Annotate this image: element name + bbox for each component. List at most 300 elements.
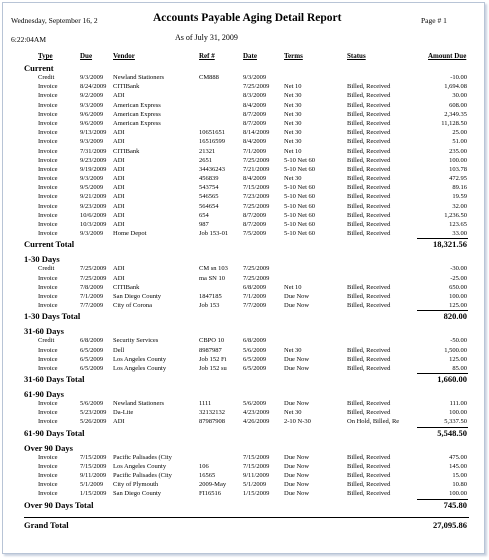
cell-ref: 456839 (199, 175, 219, 183)
table-row (3, 274, 485, 283)
cell-ref: CM sn 103 (199, 265, 228, 273)
cell-amount: 25.00 (452, 129, 467, 137)
cell-vendor: ADI (113, 211, 125, 219)
cell-vendor: ADI (113, 265, 125, 273)
table-row (3, 355, 485, 364)
cell-date: 7/7/2009 (243, 302, 267, 310)
cell-type: Invoice (38, 462, 58, 470)
cell-type: Invoice (38, 175, 58, 183)
cell-type: Invoice (38, 147, 58, 155)
cell-vendor: American Express (113, 110, 161, 118)
cell-amount: -50.00 (450, 337, 467, 345)
col-amount-due: Amount Due (428, 52, 467, 60)
table-row (3, 82, 485, 91)
cell-vendor: ADI (113, 156, 125, 164)
cell-terms: Net 30 (284, 138, 302, 146)
col-due: Due (80, 52, 93, 60)
cell-ref: Job 153 (199, 302, 220, 310)
cell-due: 10/3/2009 (80, 221, 107, 228)
cell-date: 5/1/2009 (243, 481, 267, 489)
cell-amount: 11,128.50 (441, 119, 467, 127)
cell-vendor: ADI (113, 165, 125, 173)
cell-terms: Net 30 (284, 409, 302, 417)
section-total-row (3, 427, 485, 439)
cell-date: 8/7/2009 (243, 110, 267, 118)
cell-date: 8/3/2009 (243, 92, 267, 100)
cell-status: Billed, Received (347, 202, 391, 210)
cell-due: 6/5/2009 (80, 364, 104, 372)
cell-amount: 2,349.35 (444, 110, 467, 118)
cell-date: 8/14/2009 (243, 129, 270, 137)
report-as-of: As of July 31, 2009 (175, 33, 238, 42)
cell-amount: 1,236.50 (444, 211, 467, 219)
cell-type: Invoice (38, 101, 58, 109)
table-row (3, 156, 485, 165)
cell-ref: Job 153-01 (199, 230, 229, 238)
cell-date: 7/25/2009 (243, 156, 270, 164)
cell-date: 8/7/2009 (243, 221, 267, 228)
col-type: Type (38, 52, 53, 60)
cell-vendor: Los Angeles County (113, 364, 167, 372)
cell-due: 9/3/2009 (80, 138, 104, 146)
cell-due: 7/25/2009 (80, 265, 107, 273)
cell-due: 9/21/2009 (80, 193, 107, 201)
cell-date: 6/5/2009 (243, 355, 267, 363)
cell-vendor: Newland Stationers (113, 74, 165, 81)
cell-type: Invoice (38, 400, 58, 408)
section-total-value: 745.80 (443, 499, 467, 510)
table-row (3, 264, 485, 273)
cell-due: 1/15/2009 (80, 490, 107, 498)
report-body (3, 63, 485, 531)
cell-date: 7/1/2009 (243, 292, 267, 300)
cell-ref: 564654 (199, 202, 219, 210)
cell-status: On Hold, Billed, Re (347, 418, 400, 426)
cell-date: 9/11/2009 (243, 472, 270, 479)
cell-type: Invoice (38, 230, 58, 238)
cell-type: Invoice (38, 138, 58, 146)
cell-status: Billed, Received (347, 230, 391, 238)
table-row (3, 301, 485, 310)
cell-due: 5/1/2009 (80, 481, 104, 489)
cell-due: 6/5/2009 (80, 346, 104, 354)
cell-due: 9/13/2009 (80, 129, 107, 137)
cell-type: Invoice (38, 283, 58, 291)
cell-vendor: San Diego County (113, 490, 162, 498)
cell-due: 5/23/2009 (80, 409, 107, 417)
cell-vendor: CITIBank (113, 283, 140, 291)
cell-status: Billed, Received (347, 400, 391, 408)
table-row (3, 453, 485, 462)
cell-vendor: City of Plymouth (113, 481, 159, 489)
cell-date: 7/15/2009 (243, 184, 270, 192)
cell-ref: Job 152 Fi (199, 355, 227, 363)
table-row (3, 417, 485, 426)
cell-terms: Net 30 (284, 101, 302, 109)
cell-vendor: CITIBank (113, 147, 140, 155)
cell-terms: Net 30 (284, 119, 302, 127)
cell-due: 8/24/2009 (80, 83, 107, 91)
table-row (3, 229, 485, 238)
cell-due: 7/15/2009 (80, 453, 107, 461)
cell-terms: Net 30 (284, 92, 302, 100)
cell-date: 7/1/2009 (243, 147, 267, 155)
cell-type: Invoice (38, 221, 58, 228)
section-heading-label: 31-60 Days (24, 326, 64, 337)
col-status: Status (347, 52, 366, 60)
cell-terms: Net 10 (284, 283, 302, 291)
cell-terms: Due Now (284, 453, 310, 461)
cell-date: 7/5/2009 (243, 230, 267, 238)
table-row (3, 110, 485, 119)
cell-amount: 51.00 (452, 138, 467, 146)
cell-vendor: ADI (113, 92, 125, 100)
table-row (3, 101, 485, 110)
section-total-row (3, 373, 485, 385)
table-row (3, 174, 485, 183)
cell-date: 7/23/2009 (243, 193, 270, 201)
section-heading-label: Current (24, 63, 54, 73)
section-heading-label: 61-90 Days (24, 389, 64, 400)
cell-status: Billed, Received (347, 346, 391, 354)
section-total-value: 5,548.50 (437, 427, 467, 438)
table-row (3, 346, 485, 355)
cell-amount: 1,694.08 (444, 83, 467, 91)
cell-status: Billed, Received (347, 472, 391, 479)
cell-ref: CM888 (199, 74, 219, 81)
cell-vendor: ADI (113, 418, 125, 426)
cell-type: Invoice (38, 292, 58, 300)
cell-ref: 2651 (199, 156, 212, 164)
col-ref: Ref # (199, 52, 215, 60)
cell-date: 8/4/2009 (243, 101, 267, 109)
cell-status: Billed, Received (347, 409, 391, 417)
cell-type: Invoice (38, 193, 58, 201)
grand-total-label: Grand Total (24, 519, 69, 530)
table-row (3, 336, 485, 345)
cell-status: Billed, Received (347, 283, 391, 291)
cell-ref: 2009-May (199, 481, 227, 489)
cell-amount: 100.00 (449, 156, 467, 164)
cell-amount: 608.00 (449, 101, 467, 109)
section-total-value: 820.00 (443, 311, 467, 322)
cell-vendor: Home Depot (113, 230, 147, 238)
cell-ref: FI16516 (199, 490, 222, 498)
cell-vendor: ADI (113, 193, 125, 201)
cell-terms: Due Now (284, 355, 310, 363)
cell-due: 9/3/2009 (80, 74, 104, 81)
cell-vendor: City of Corona (113, 302, 152, 310)
cell-type: Invoice (38, 156, 58, 164)
cell-status: Billed, Received (347, 92, 391, 100)
cell-due: 9/11/2009 (80, 472, 107, 479)
cell-due: 9/2/2009 (80, 92, 104, 100)
cell-due: 7/7/2009 (80, 302, 104, 310)
cell-amount: 235.00 (449, 147, 467, 155)
cell-status: Billed, Received (347, 302, 391, 310)
cell-status: Billed, Received (347, 292, 391, 300)
cell-date: 8/7/2009 (243, 119, 267, 127)
cell-ref: 8987987 (199, 346, 222, 354)
cell-amount: 472.95 (449, 175, 467, 183)
grand-total-row (3, 517, 485, 531)
cell-terms: Net 30 (284, 175, 302, 183)
cell-status: Billed, Received (347, 221, 391, 228)
cell-terms: 5-10 Net 60 (284, 202, 316, 210)
cell-date: 4/26/2009 (243, 418, 270, 426)
cell-due: 9/3/2009 (80, 230, 104, 238)
cell-type: Invoice (38, 184, 58, 192)
grand-total-value: 27,095.86 (433, 519, 467, 530)
cell-vendor: ADI (113, 184, 125, 192)
cell-amount: 123.65 (449, 221, 467, 228)
cell-ref: 21321 (199, 147, 216, 155)
cell-status: Billed, Received (347, 355, 391, 363)
cell-amount: 475.00 (449, 453, 467, 461)
cell-type: Invoice (38, 92, 58, 100)
table-row (3, 489, 485, 498)
cell-terms: Due Now (284, 472, 310, 479)
table-row (3, 202, 485, 211)
cell-vendor: ADI (113, 129, 125, 137)
report-title: Accounts Payable Aging Detail Report (153, 12, 342, 24)
cell-ref: 654 (199, 211, 209, 219)
cell-terms: Net 30 (284, 346, 302, 354)
cell-ref: 34436243 (199, 165, 225, 173)
cell-date: 8/4/2009 (243, 138, 267, 146)
cell-amount: 85.00 (452, 364, 467, 372)
section-total-row (3, 499, 485, 511)
cell-vendor: American Express (113, 101, 161, 109)
cell-due: 5/6/2009 (80, 400, 104, 408)
section-heading (3, 389, 485, 399)
cell-type: Credit (38, 337, 55, 345)
col-date: Date (243, 52, 257, 60)
cell-amount: 1,500.00 (444, 346, 467, 354)
cell-terms: 5-10 Net 60 (284, 221, 316, 228)
cell-vendor: ADI (113, 202, 125, 210)
cell-date: 7/25/2009 (243, 265, 270, 273)
section-total-value: 18,321.56 (433, 239, 467, 250)
cell-due: 9/6/2009 (80, 110, 104, 118)
section-total-row (3, 310, 485, 322)
cell-date: 7/25/2009 (243, 274, 270, 282)
cell-vendor: CITIBank (113, 83, 140, 91)
cell-amount: 15.00 (452, 472, 467, 479)
table-row (3, 471, 485, 480)
cell-due: 9/5/2009 (80, 184, 104, 192)
cell-vendor: Dell (113, 346, 125, 354)
cell-vendor: American Express (113, 119, 161, 127)
page-number: Page # 1 (421, 16, 447, 25)
cell-terms: 5-10 Net 60 (284, 184, 316, 192)
cell-terms: Due Now (284, 400, 310, 408)
table-row (3, 283, 485, 292)
cell-due: 9/23/2009 (80, 202, 107, 210)
table-row (3, 462, 485, 471)
cell-terms: 5-10 Net 60 (284, 165, 316, 173)
cell-type: Invoice (38, 211, 58, 219)
cell-type: Invoice (38, 481, 58, 489)
cell-date: 8/7/2009 (243, 211, 267, 219)
cell-amount: 650.00 (449, 283, 467, 291)
cell-vendor: Los Angeles County (113, 462, 167, 470)
table-row (3, 128, 485, 137)
cell-status: Billed, Received (347, 193, 391, 201)
cell-amount: 125.00 (449, 302, 467, 310)
table-row (3, 165, 485, 174)
col-vendor: Vendor (113, 52, 135, 60)
cell-ref: 106 (199, 462, 209, 470)
table-row (3, 220, 485, 229)
cell-terms: Due Now (284, 302, 310, 310)
cell-terms: Net 10 (284, 147, 302, 155)
table-row (3, 408, 485, 417)
table-row (3, 119, 485, 128)
table-row (3, 91, 485, 100)
cell-type: Invoice (38, 409, 58, 417)
table-row (3, 137, 485, 146)
cell-vendor: Da-Lite (113, 409, 134, 417)
section-total-label: 1-30 Days Total (24, 311, 81, 322)
cell-due: 5/26/2009 (80, 418, 107, 426)
cell-date: 1/15/2009 (243, 490, 270, 498)
table-row (3, 364, 485, 373)
section-heading-label: Over 90 Days (24, 442, 73, 453)
cell-terms: Due Now (284, 462, 310, 470)
cell-amount: 33.00 (452, 230, 467, 238)
cell-terms: Net 30 (284, 110, 302, 118)
cell-due: 9/19/2009 (80, 165, 107, 173)
section-heading (3, 326, 485, 336)
cell-vendor: Pacific Palisades (City (113, 472, 172, 479)
cell-due: 7/25/2009 (80, 274, 107, 282)
table-row (3, 399, 485, 408)
table-row (3, 73, 485, 82)
cell-date: 8/4/2009 (243, 175, 267, 183)
cell-amount: 89.16 (452, 184, 467, 192)
cell-amount: 125.00 (449, 355, 467, 363)
cell-terms: Net 10 (284, 83, 302, 91)
cell-status: Billed, Received (347, 147, 391, 155)
cell-terms: 5-10 Net 60 (284, 211, 316, 219)
cell-ref: ma SN 10 (199, 274, 225, 282)
cell-date: 7/25/2009 (243, 83, 270, 91)
cell-ref: 32132132 (199, 409, 225, 417)
cell-due: 9/3/2009 (80, 175, 104, 183)
cell-date: 7/15/2009 (243, 453, 270, 461)
cell-terms: Due Now (284, 490, 310, 498)
cell-date: 5/6/2009 (243, 400, 267, 408)
cell-ref: 16516599 (199, 138, 225, 146)
cell-type: Invoice (38, 346, 58, 354)
cell-type: Credit (38, 265, 55, 273)
cell-date: 9/3/2009 (243, 74, 267, 81)
cell-type: Invoice (38, 490, 58, 498)
cell-type: Invoice (38, 129, 58, 137)
cell-ref: Job 152 su (199, 364, 227, 372)
cell-ref: 87987908 (199, 418, 225, 426)
cell-amount: 111.00 (449, 400, 467, 408)
cell-vendor: Los Angeles County (113, 355, 167, 363)
cell-amount: 100.00 (449, 490, 467, 498)
cell-due: 6/8/2009 (80, 337, 104, 345)
cell-type: Invoice (38, 165, 58, 173)
cell-type: Invoice (38, 274, 58, 282)
cell-amount: 5,337.50 (444, 418, 467, 426)
cell-status: Billed, Received (347, 490, 391, 498)
cell-date: 5/6/2009 (243, 346, 267, 354)
cell-due: 9/3/2009 (80, 101, 104, 109)
cell-due: 9/23/2009 (80, 156, 107, 164)
cell-due: 9/6/2009 (80, 119, 104, 127)
cell-type: Invoice (38, 364, 58, 372)
cell-amount: 100.00 (449, 292, 467, 300)
table-row (3, 211, 485, 220)
section-total-label: Current Total (24, 239, 75, 250)
section-heading (3, 63, 485, 73)
cell-amount: 103.78 (449, 165, 467, 173)
cell-vendor: Pacific Palisades (City (113, 453, 172, 461)
cell-status: Billed, Received (347, 156, 391, 164)
cell-amount: 100.00 (449, 409, 467, 417)
section-heading (3, 443, 485, 453)
cell-terms: Due Now (284, 364, 310, 372)
cell-amount: 10.80 (452, 481, 467, 489)
cell-status: Billed, Received (347, 364, 391, 372)
cell-due: 10/6/2009 (80, 211, 107, 219)
cell-amount: 145.00 (449, 462, 467, 470)
cell-status: Billed, Received (347, 129, 391, 137)
cell-type: Invoice (38, 302, 58, 310)
cell-status: Billed, Received (347, 119, 391, 127)
cell-terms: 5-10 Net 60 (284, 230, 316, 238)
cell-due: 7/8/2009 (80, 283, 104, 291)
table-row (3, 192, 485, 201)
report-page (2, 2, 485, 554)
table-row (3, 292, 485, 301)
cell-type: Invoice (38, 472, 58, 479)
cell-date: 6/8/2009 (243, 337, 267, 345)
cell-vendor: Security Services (113, 337, 159, 345)
cell-due: 7/31/2009 (80, 147, 107, 155)
report-date: Wednesday, September 16, 2 (11, 16, 98, 25)
cell-amount: 19.59 (452, 193, 467, 201)
cell-ref: 1847185 (199, 292, 222, 300)
cell-date: 7/25/2009 (243, 202, 270, 210)
cell-terms: Due Now (284, 481, 310, 489)
cell-due: 7/1/2009 (80, 292, 104, 300)
cell-amount: -25.00 (450, 274, 467, 282)
cell-amount: -30.00 (450, 265, 467, 273)
grand-total-rule (24, 517, 469, 518)
cell-terms: Net 30 (284, 129, 302, 137)
cell-status: Billed, Received (347, 184, 391, 192)
section-total-label: Over 90 Days Total (24, 499, 94, 510)
cell-ref: 10651651 (199, 129, 225, 137)
cell-status: Billed, Received (347, 165, 391, 173)
cell-date: 7/21/2009 (243, 165, 270, 173)
cell-type: Credit (38, 74, 55, 81)
cell-terms: 2-10 N-30 (284, 418, 311, 426)
cell-terms: Due Now (284, 292, 310, 300)
cell-status: Billed, Received (347, 83, 391, 91)
cell-type: Invoice (38, 355, 58, 363)
section-total-row (3, 238, 485, 250)
cell-status: Billed, Received (347, 453, 391, 461)
cell-date: 6/8/2009 (243, 283, 267, 291)
cell-status: Billed, Received (347, 101, 391, 109)
